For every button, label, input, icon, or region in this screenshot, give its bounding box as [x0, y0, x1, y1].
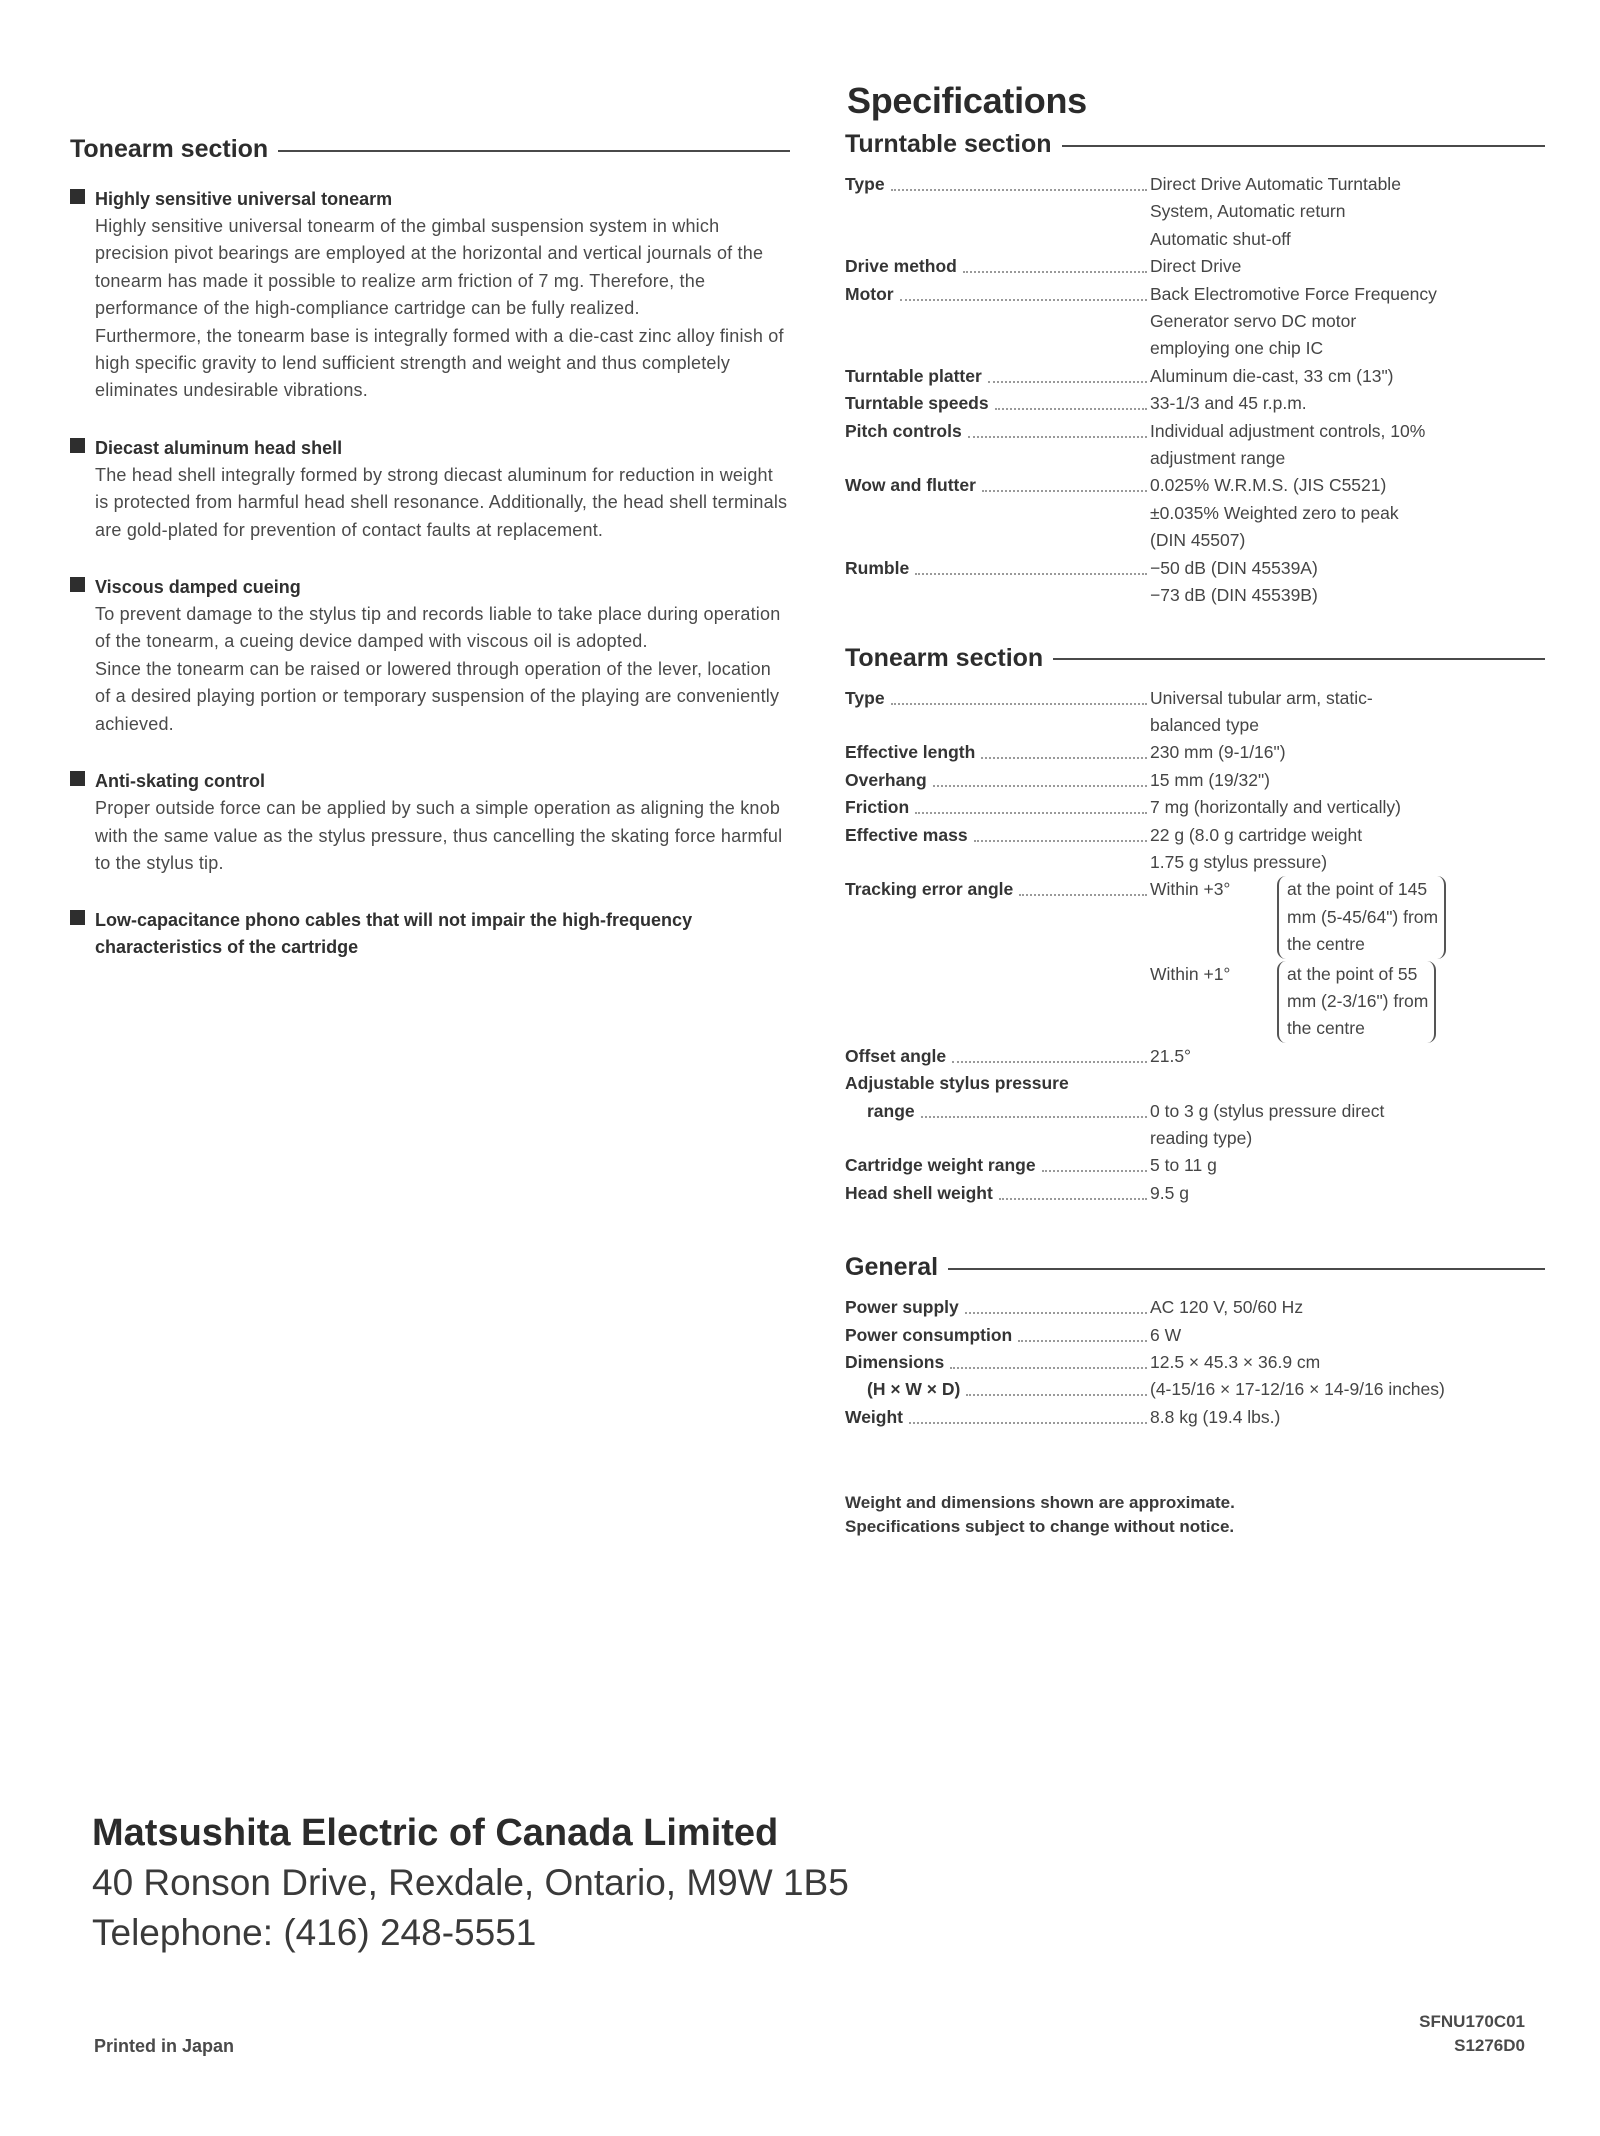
spec-label: Rumble	[845, 557, 910, 578]
spec-row-arm-type	[845, 685, 1545, 740]
spec-row-cartridge-weight-range	[845, 1152, 1545, 1179]
spec-label: Weight	[845, 1406, 904, 1427]
value-line: 0 to 3 g (stylus pressure direct	[1150, 1100, 1385, 1121]
spec-row-power-consumption	[845, 1322, 1545, 1349]
spec-value	[1150, 685, 1545, 740]
spec-row-weight	[845, 1404, 1545, 1431]
value-line: Weight and dimensions shown are approximate.	[845, 1493, 1235, 1513]
value-line: 12.5 × 45.3 × 36.9 cm	[1150, 1352, 1321, 1373]
feature-item	[70, 768, 790, 877]
document-code-2: S1276D0	[1454, 2036, 1525, 2055]
spec-label: (H × W × D)	[867, 1379, 961, 1400]
general-section-title: General	[845, 1253, 939, 1282]
approximation-note	[845, 1491, 1545, 1539]
turntable-section-title: Turntable section	[845, 130, 1052, 158]
company-name: Matsushita Electric of Canada Limited	[92, 1812, 779, 1854]
spec-label: Adjustable stylus pressure	[845, 1073, 1069, 1094]
tracking-bracket-text	[1277, 876, 1446, 958]
value-line: (DIN 45507)	[1150, 530, 1246, 551]
value-line: 1.75 g stylus pressure)	[1150, 851, 1328, 872]
spec-label: Power consumption	[845, 1324, 1013, 1345]
spec-value	[1150, 171, 1545, 253]
tonearm-features-column	[70, 135, 790, 961]
feature-title: Viscous damped cueing	[95, 577, 301, 598]
spec-row-dimensions-hwd	[845, 1376, 1545, 1403]
turntable-section-heading	[845, 130, 1545, 159]
value-line: 9.5 g	[1150, 1182, 1189, 1203]
bullet-square-icon	[70, 577, 85, 592]
spec-value	[1150, 822, 1545, 877]
spec-row-tracking-error-angle	[845, 876, 1545, 1042]
spec-row-overhang	[845, 767, 1545, 794]
spec-value	[1150, 555, 1545, 610]
value-line: 22 g (8.0 g cartridge weight	[1150, 824, 1363, 845]
bullet-square-icon	[70, 189, 85, 204]
spec-value	[1150, 1180, 1545, 1207]
spec-label: Offset angle	[845, 1045, 947, 1066]
value-line: 7 mg (horizontally and vertically)	[1150, 797, 1401, 818]
bullet-square-icon	[70, 771, 85, 786]
feature-list	[70, 186, 790, 961]
spec-label: Overhang	[845, 769, 927, 790]
value-line: adjustment range	[1150, 448, 1286, 469]
spec-label: Power supply	[845, 1297, 959, 1318]
spec-row-head-shell-weight	[845, 1180, 1545, 1207]
company-block	[92, 1808, 849, 1958]
spec-row-turntable-speeds	[845, 390, 1545, 417]
heading-rule	[278, 150, 790, 152]
spec-row-effective-mass	[845, 822, 1545, 877]
tracking-bracket-text	[1277, 961, 1436, 1043]
spec-label: Type	[845, 687, 885, 708]
tonearm-spec-section	[845, 644, 1545, 1208]
spec-label: Cartridge weight range	[845, 1155, 1036, 1176]
spec-row-friction	[845, 794, 1545, 821]
turntable-section	[845, 130, 1545, 610]
heading-rule	[948, 1268, 1545, 1270]
spec-label: Dimensions	[845, 1352, 945, 1373]
value-line: Direct Drive Automatic Turntable	[1150, 174, 1401, 194]
value-line: 0.025% W.R.M.S. (JIS C5521)	[1150, 475, 1387, 496]
feature-item	[70, 907, 790, 961]
spec-row-effective-length	[845, 739, 1545, 766]
value-line: Generator servo DC motor	[1150, 311, 1357, 332]
value-line: 8.8 kg (19.4 lbs.)	[1150, 1406, 1281, 1427]
spec-label: Type	[845, 174, 885, 194]
spec-value	[1150, 1404, 1545, 1431]
tonearm-spec-heading	[845, 644, 1545, 673]
heading-rule	[1062, 145, 1545, 147]
spec-label: range	[867, 1100, 915, 1121]
left-section-title: Tonearm section	[70, 135, 269, 163]
value-line: Automatic shut-off	[1150, 228, 1291, 249]
spec-label: Motor	[845, 283, 894, 304]
spec-row-rumble	[845, 555, 1545, 610]
spec-row-power-supply	[845, 1294, 1545, 1321]
feature-title: Highly sensitive universal tonearm	[95, 189, 393, 209]
tracking-within-3	[1150, 876, 1545, 958]
spec-row-type	[845, 171, 1545, 253]
feature-body: Proper outside force can be applied by such a simple operation as aligning the knob with the same value as the stylus pressure, thus cancelling the skating force harmful to the stylus tip.	[95, 798, 783, 873]
spec-value	[1150, 794, 1545, 821]
value-line: at the point of 55	[1287, 963, 1418, 984]
value-line: balanced type	[1150, 714, 1259, 735]
left-section-heading	[70, 135, 790, 164]
value-line: Back Electromotive Force Frequency	[1150, 283, 1437, 304]
spec-value	[1150, 1098, 1545, 1153]
company-address: 40 Ronson Drive, Rexdale, Ontario, M9W 1B5	[92, 1862, 849, 1903]
spec-value	[1150, 1152, 1545, 1179]
value-line: reading type)	[1150, 1128, 1253, 1148]
spec-value	[1150, 390, 1545, 417]
value-line: −73 dB (DIN 45539B)	[1150, 585, 1318, 606]
feature-item	[70, 435, 790, 544]
general-section	[845, 1253, 1545, 1431]
spec-value	[1150, 1294, 1545, 1321]
spec-row-offset-angle	[845, 1043, 1545, 1070]
spec-value	[1150, 767, 1545, 794]
feature-body: Highly sensitive universal tonearm of the gimbal suspension system in which precision pivot bearings are employed at the horizontal and vertical journals of the tonearm has made it possible to realize arm friction of 7 mg. Therefore, the performance of the high-compliance cartridge can be fully realized. Furthermore, the tonearm base is integrally formed with a die-cast zinc alloy finish of high specific gravity to lend sufficient strength and weight and thus completely eliminates undesirable vibrations.	[95, 216, 784, 401]
spec-row-adjustable-stylus-pressure	[845, 1070, 1545, 1097]
tracking-within-1	[1150, 961, 1545, 1043]
spec-value	[1150, 253, 1545, 280]
feature-body: To prevent damage to the stylus tip and records liable to take place during operation of the tonearm, a cueing device damped with viscous oil is adopted. Since the tonearm can be raised or lowered through operation of the lever, location of a desired playing portion or temporary suspension of the playing are conveniently achieved.	[95, 604, 781, 734]
value-line: mm (2-3/16") from	[1287, 990, 1429, 1011]
spec-label: Tracking error angle	[845, 879, 1014, 900]
spec-row-dimensions	[845, 1349, 1545, 1376]
value-line: the centre	[1287, 1018, 1365, 1039]
spec-label: Effective mass	[845, 824, 968, 845]
value-line: employing one chip IC	[1150, 338, 1324, 359]
spec-row-wow-and-flutter	[845, 472, 1545, 554]
feature-title: Low-capacitance phono cables that will not impair the high-frequency characteristics of the cartridge	[95, 910, 693, 958]
spec-label: Wow and flutter	[845, 475, 976, 496]
spec-row-motor	[845, 281, 1545, 363]
feature-title: Anti-skating control	[95, 771, 265, 792]
tracking-prefix: Within +3°	[1150, 879, 1231, 900]
spec-value	[1150, 1376, 1545, 1403]
bullet-square-icon	[70, 910, 85, 925]
value-line: 33-1/3 and 45 r.p.m.	[1150, 393, 1307, 414]
spec-value	[1150, 363, 1545, 390]
spec-row-pitch-controls	[845, 418, 1545, 473]
value-line: (4-15/16 × 17-12/16 × 14-9/16 inches)	[1150, 1379, 1445, 1400]
feature-item	[70, 574, 790, 738]
spec-value	[1150, 876, 1545, 1042]
heading-rule	[1053, 658, 1545, 660]
feature-item	[70, 186, 790, 405]
value-line: 5 to 11 g	[1150, 1155, 1217, 1176]
spec-value	[1150, 281, 1545, 363]
value-line: Specifications subject to change without notice.	[845, 1517, 1235, 1537]
specifications-title: Specifications	[847, 80, 1087, 121]
feature-title: Diecast aluminum head shell	[95, 437, 343, 458]
value-line: Direct Drive	[1150, 256, 1242, 277]
spec-label: Drive method	[845, 256, 957, 277]
value-line: 15 mm (19/32")	[1150, 769, 1271, 790]
specifications-column	[845, 80, 1545, 1539]
document-codes	[1370, 2010, 1525, 2058]
value-line: 230 mm (9-1/16")	[1150, 742, 1286, 763]
value-line: the centre	[1287, 934, 1365, 955]
tracking-prefix: Within +1°	[1150, 963, 1231, 984]
spec-value	[1150, 472, 1545, 554]
spec-value	[1150, 1349, 1545, 1376]
spec-label: Turntable platter	[845, 365, 982, 386]
value-line: AC 120 V, 50/60 Hz	[1150, 1297, 1304, 1318]
spec-label: Effective length	[845, 742, 976, 763]
tonearm-spec-title: Tonearm section	[845, 643, 1044, 672]
value-line: 6 W	[1150, 1324, 1182, 1345]
spec-row-drive-method	[845, 253, 1545, 280]
printed-in-japan: Printed in Japan	[94, 2036, 235, 2056]
value-line: mm (5-45/64") from	[1287, 906, 1439, 927]
bullet-square-icon	[70, 438, 85, 453]
value-line: Aluminum die-cast, 33 cm (13")	[1150, 365, 1394, 386]
spec-label: Pitch controls	[845, 420, 962, 441]
spec-value	[1150, 1043, 1545, 1070]
spec-label: Friction	[845, 797, 910, 818]
company-telephone: Telephone: (416) 248-5551	[92, 1912, 537, 1953]
spec-value	[1150, 1322, 1545, 1349]
value-line: System, Automatic return	[1150, 201, 1346, 222]
value-line: −50 dB (DIN 45539A)	[1150, 557, 1318, 578]
document-code-1: SFNU170C01	[1419, 2012, 1525, 2031]
value-line: Universal tubular arm, static-	[1150, 687, 1373, 708]
spec-row-adjustable-range	[845, 1098, 1545, 1153]
value-line: at the point of 145	[1287, 879, 1428, 900]
spec-value	[1150, 739, 1545, 766]
general-section-heading	[845, 1253, 1545, 1282]
value-line: Individual adjustment controls, 10%	[1150, 420, 1426, 441]
value-line: ±0.035% Weighted zero to peak	[1150, 502, 1399, 523]
value-line: 21.5°	[1150, 1045, 1192, 1066]
spec-row-turntable-platter	[845, 363, 1545, 390]
spec-label: Head shell weight	[845, 1182, 993, 1203]
feature-body: The head shell integrally formed by strong diecast aluminum for reduction in weight is protected from harmful head shell resonance. Additionally, the head shell terminals are gold-plated for prevention of contact faults at replacement.	[95, 464, 788, 540]
spec-label: Turntable speeds	[845, 393, 989, 414]
spec-value	[1150, 418, 1545, 473]
